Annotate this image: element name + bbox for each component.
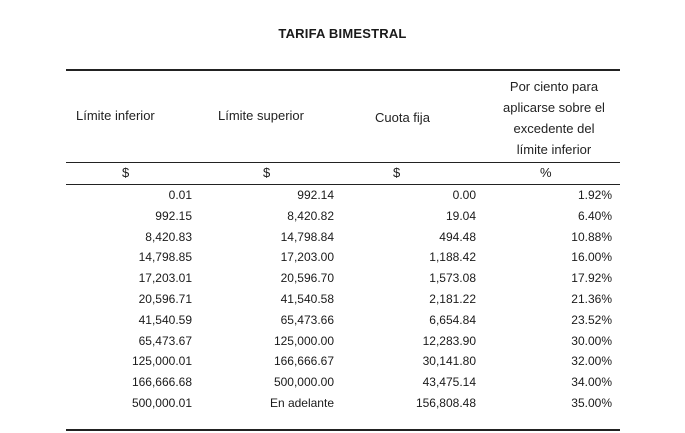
cell-percent: 35.00% [571, 396, 612, 410]
cell-percent: 6.40% [577, 208, 612, 223]
table-row [0, 334, 685, 354]
cell-fixed-fee: 494.48 [439, 229, 476, 244]
header-rule [66, 162, 620, 163]
table-row [0, 250, 685, 270]
table-row [0, 292, 685, 312]
cell-fixed-fee: 6,654.84 [429, 312, 476, 327]
cell-fixed-fee: 12,283.90 [422, 333, 476, 348]
cell-fixed-fee: 0.00 [452, 188, 476, 202]
cell-fixed-fee: 43,475.14 [422, 375, 476, 390]
unit-fixed: $ [393, 165, 401, 180]
cell-percent: 17.92% [571, 271, 612, 286]
table-row [0, 209, 685, 229]
unit-upper: $ [263, 165, 271, 180]
table-row [0, 396, 685, 416]
header-fixed-fee: Cuota fija [375, 110, 430, 125]
cell-percent: 34.00% [571, 375, 612, 390]
cell-percent: 32.00% [571, 354, 612, 369]
cell-upper-limit: 17,203.00 [280, 250, 334, 265]
cell-percent: 21.36% [571, 292, 612, 306]
cell-lower-limit: 500,000.01 [131, 396, 192, 410]
table-row [0, 230, 685, 250]
header-percent-line: Por ciento para [509, 79, 599, 94]
cell-lower-limit: 14,798.85 [138, 250, 192, 265]
header-lower-limit: Límite inferior [76, 108, 155, 123]
table-title: TARIFA BIMESTRAL [278, 26, 407, 41]
cell-lower-limit: 0.01 [168, 188, 192, 202]
cell-upper-limit: 166,666.67 [273, 354, 334, 369]
cell-fixed-fee: 156,808.48 [415, 396, 476, 410]
cell-upper-limit: 125,000.00 [273, 333, 334, 348]
header-percent-line: aplicarse sobre el [503, 100, 605, 115]
cell-fixed-fee: 1,188.42 [429, 250, 476, 265]
top-rule [66, 69, 620, 71]
cell-upper-limit: 14,798.84 [280, 229, 334, 244]
cell-fixed-fee: 2,181.22 [429, 292, 476, 306]
cell-percent: 1.92% [577, 188, 612, 202]
cell-lower-limit: 20,596.71 [138, 292, 192, 306]
cell-upper-limit: 41,540.58 [280, 292, 334, 306]
cell-fixed-fee: 19.04 [445, 208, 476, 223]
header-upper-limit: Límite superior [218, 108, 304, 123]
cell-percent: 16.00% [571, 250, 612, 265]
cell-lower-limit: 125,000.01 [131, 354, 192, 369]
cell-fixed-fee: 1,573.08 [429, 271, 476, 286]
unit-lower: $ [122, 165, 130, 180]
cell-lower-limit: 65,473.67 [138, 333, 192, 348]
cell-percent: 23.52% [571, 312, 612, 327]
cell-lower-limit: 8,420.83 [145, 229, 192, 244]
cell-fixed-fee: 30,141.80 [422, 354, 476, 369]
table-row [0, 354, 685, 374]
table-row [0, 375, 685, 395]
cell-percent: 30.00% [571, 333, 612, 348]
cell-lower-limit: 992.15 [155, 208, 192, 223]
cell-lower-limit: 41,540.59 [138, 312, 192, 327]
unit-rule [66, 184, 620, 185]
table-row [0, 271, 685, 291]
table-row [0, 188, 685, 208]
cell-percent: 10.88% [571, 229, 612, 244]
cell-upper-limit: 65,473.66 [280, 312, 334, 327]
unit-percent: % [540, 165, 552, 180]
cell-upper-limit: 992.14 [297, 188, 334, 202]
table-row [0, 313, 685, 333]
cell-upper-limit: 500,000.00 [273, 375, 334, 390]
cell-lower-limit: 166,666.68 [131, 375, 192, 390]
header-percent-line: límite inferior [516, 142, 592, 157]
cell-upper-limit: 8,420.82 [287, 208, 334, 223]
cell-upper-limit: En adelante [269, 396, 334, 410]
bottom-rule [66, 429, 620, 431]
header-percent [484, 76, 624, 160]
cell-upper-limit: 20,596.70 [280, 271, 334, 286]
cell-lower-limit: 17,203.01 [138, 271, 192, 286]
header-percent-line: excedente del [513, 121, 595, 136]
